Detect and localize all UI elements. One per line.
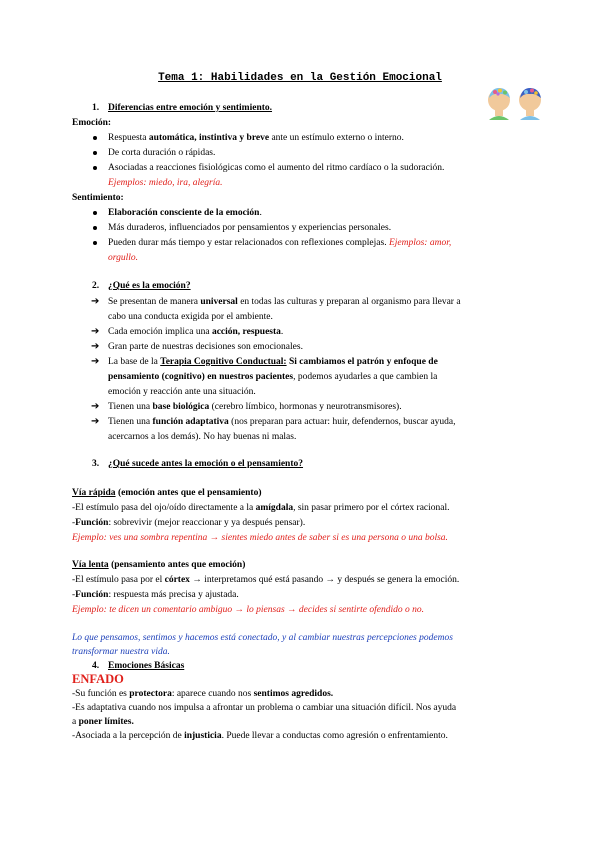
emocion-label: Emoción:	[72, 118, 112, 128]
emocion-def-6-cont: acercarnos a los demás). No hay buenas ni malas.	[108, 432, 297, 442]
emocion-def-6: Tienen una función adaptativa (nos preparan para actuar: huir, defendernos, buscar ayuda,	[108, 417, 456, 427]
emocion-item-1: Respuesta automática, instintiva y breve ante un estímulo externo o interno.	[108, 133, 404, 143]
two-heads-brain-icon	[484, 86, 546, 120]
enfado-line-2: -Es adaptativa cuando nos impulsa a afrontar un problema o cambiar una situación difícil. Nos ayuda	[72, 703, 457, 713]
bullet-icon	[93, 136, 97, 140]
enfado-line-1: -Su función es protectora: aparece cuando nos sentimos agredidos.	[72, 689, 334, 699]
emocion-def-5: Tienen una base biológica (cerebro límbico, hormonas y neurotransmisores).	[108, 402, 402, 412]
section-2-number: 2.	[92, 281, 100, 291]
section-3-heading: ¿Qué sucede antes la emoción o el pensamiento?	[108, 459, 304, 469]
via-lenta-heading: Vía lenta (pensamiento antes que emoción)	[72, 560, 246, 570]
enfado-line-4: -Asociada a la percepción de injusticia. Puede llevar a conductas como agresión o enfrentamiento.	[72, 731, 448, 741]
emocion-item-3: Asociadas a reacciones fisiológicas como el aumento del ritmo cardíaco o la sudoración.	[108, 163, 445, 173]
sentimiento-label: Sentimiento:	[72, 193, 124, 203]
section-4-heading: Emociones Básicas	[108, 661, 185, 671]
emocion-def-1-cont: cabo una conducta exigida por el ambiente.	[108, 312, 273, 322]
via-rapida-heading: Vía rápida (emoción antes que el pensamiento)	[72, 488, 262, 498]
emocion-example: Ejemplos: miedo, ira, alegría.	[108, 178, 223, 188]
emocion-def-3: Gran parte de nuestras decisiones son emocionales.	[108, 342, 303, 352]
bullet-icon	[93, 241, 97, 245]
emocion-def-2: Cada emoción implica una acción, respuesta.	[108, 327, 284, 337]
conclusion-line-1: Lo que pensamos, sentimos y hacemos está conectado, y al cambiar nuestras percepciones podemos	[72, 633, 453, 643]
arrow-bullet-icon: ➔	[91, 341, 100, 352]
emocion-def-1: Se presentan de manera universal en todas las culturas y preparan al organismo para llevar a	[108, 297, 461, 307]
page-title: Tema 1: Habilidades en la Gestión Emocional	[158, 72, 442, 84]
bullet-icon	[93, 166, 97, 170]
sentimiento-item-3: Pueden durar más tiempo y estar relacionados con reflexiones complejas. Ejemplos: amor,	[108, 238, 452, 248]
emocion-item-2: De corta duración o rápidas.	[108, 148, 216, 158]
sentimiento-example-cont: orgullo.	[108, 253, 138, 263]
emocion-def-4: La base de la Terapia Cognitivo Conductual: Si cambiamos el patrón y enfoque de	[108, 357, 438, 367]
arrow-bullet-icon: ➔	[91, 416, 100, 427]
section-2-heading: ¿Qué es la emoción?	[108, 281, 191, 291]
via-lenta-line-1: -El estímulo pasa por el córtex → interpretamos qué está pasando → y después se genera la emoción.	[72, 575, 460, 585]
bullet-icon	[93, 151, 97, 155]
conclusion-line-2: transformar nuestra vida.	[72, 647, 170, 657]
emocion-def-4-cont2: emoción y reacción ante una situación.	[108, 387, 256, 397]
via-lenta-line-2: -Función: respuesta más precisa y ajustada.	[72, 590, 239, 600]
arrow-bullet-icon: ➔	[91, 326, 100, 337]
sentimiento-item-1: Elaboración consciente de la emoción.	[108, 208, 262, 218]
section-1-heading: Diferencias entre emoción y sentimiento.	[108, 103, 273, 113]
via-rapida-example: Ejemplo: ves una sombra repentina → sientes miedo antes de saber si es una persona o una bolsa.	[72, 533, 448, 543]
bullet-icon	[93, 226, 97, 230]
via-rapida-line-2: -Función: sobrevivir (mejor reaccionar y ya después pensar).	[72, 518, 306, 528]
enfado-title: ENFADO	[72, 672, 124, 686]
via-rapida-line-1: -El estímulo pasa del ojo/oído directamente a la amígdala, sin pasar primero por el córtex racional.	[72, 503, 450, 513]
section-1-number: 1.	[92, 103, 100, 113]
enfado-line-3: a poner límites.	[72, 717, 134, 727]
section-4-number: 4.	[92, 661, 100, 671]
arrow-bullet-icon: ➔	[91, 296, 100, 307]
section-3-number: 3.	[92, 459, 100, 469]
bullet-icon	[93, 211, 97, 215]
sentimiento-item-2: Más duraderos, influenciados por pensamientos y experiencias personales.	[108, 223, 392, 233]
emocion-def-4-cont: pensamiento (cognitivo) en nuestros pacientes, podemos ayudarles a que cambien la	[108, 372, 438, 382]
arrow-bullet-icon: ➔	[91, 356, 100, 367]
arrow-bullet-icon: ➔	[91, 401, 100, 412]
via-lenta-example: Ejemplo: te dicen un comentario ambiguo → lo piensas → decides si sentirte ofendido o no.	[72, 605, 424, 615]
